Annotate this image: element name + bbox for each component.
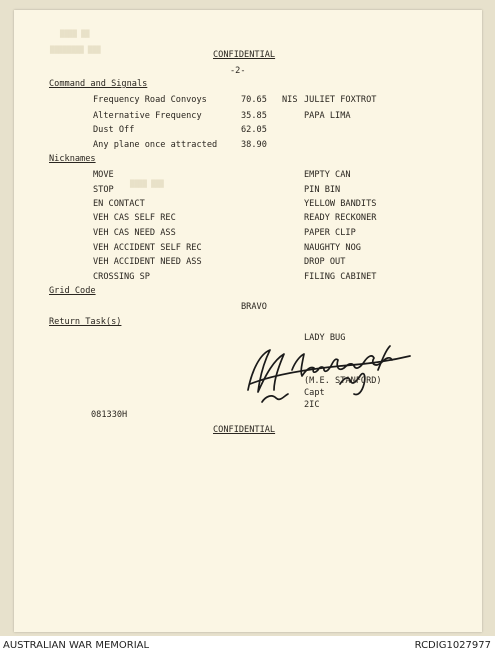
nickname-label: VEH CAS NEED ASS [93,228,176,238]
nickname-label: CROSSING SP [93,272,150,282]
nickname-codeword: READY RECKONER [304,213,377,223]
signal-codeword: JULIET FOXTROT [304,95,377,105]
signal-label: Frequency Road Convoys [93,95,207,105]
page-number: -2- [230,66,246,76]
signal-label: Any plane once attracted [93,140,218,150]
grid-code-value: BRAVO [241,302,267,312]
nickname-codeword: NAUGHTY NOG [304,243,361,253]
signatory-appointment: 2IC [304,400,320,410]
bleed-through-mark: ████ ███ [130,180,164,188]
nickname-label: MOVE [93,170,114,180]
signal-frequency: 35.85 [241,111,267,121]
nickname-label: VEH ACCIDENT NEED ASS [93,257,202,267]
signal-frequency: 70.65 [241,95,267,105]
grid-code-heading: Grid Code [49,286,96,296]
return-tasks-heading: Return Task(s) [49,317,122,327]
nicknames-heading: Nicknames [49,154,96,164]
signal-frequency: 62.05 [241,125,267,135]
bleed-through-mark: ████ ██ [60,30,90,38]
signatory-rank: Capt [304,388,325,398]
return-tasks-value: LADY BUG [304,333,346,343]
signal-label: Alternative Frequency [93,111,202,121]
footer-classification: CONFIDENTIAL [213,425,276,435]
archive-reference: RCDIG1027977 [414,640,491,651]
signal-codeword: PAPA LIMA [304,111,351,121]
nickname-label: EN CONTACT [93,199,145,209]
signal-label: Dust Off [93,125,135,135]
nickname-label: STOP [93,185,114,195]
signatory-name: (M.E. STANFORD) [304,376,382,386]
command-signals-heading: Command and Signals [49,79,148,89]
nickname-label: VEH ACCIDENT SELF REC [93,243,202,253]
date-time-group: 081330H [91,410,128,420]
nickname-label: VEH CAS SELF REC [93,213,176,223]
nickname-codeword: PAPER CLIP [304,228,356,238]
nickname-codeword: EMPTY CAN [304,170,351,180]
institution-credit: AUSTRALIAN WAR MEMORIAL [3,640,150,651]
handwritten-signature [240,340,415,410]
nickname-codeword: PIN BIN [304,185,341,195]
header-classification: CONFIDENTIAL [213,50,276,60]
nickname-codeword: FILING CABINET [304,272,377,282]
signal-unit: NIS [282,95,298,105]
signal-frequency: 38.90 [241,140,267,150]
nickname-codeword: YELLOW BANDITS [304,199,377,209]
nickname-codeword: DROP OUT [304,257,346,267]
bleed-through-mark: ████████ ███ [50,46,101,54]
